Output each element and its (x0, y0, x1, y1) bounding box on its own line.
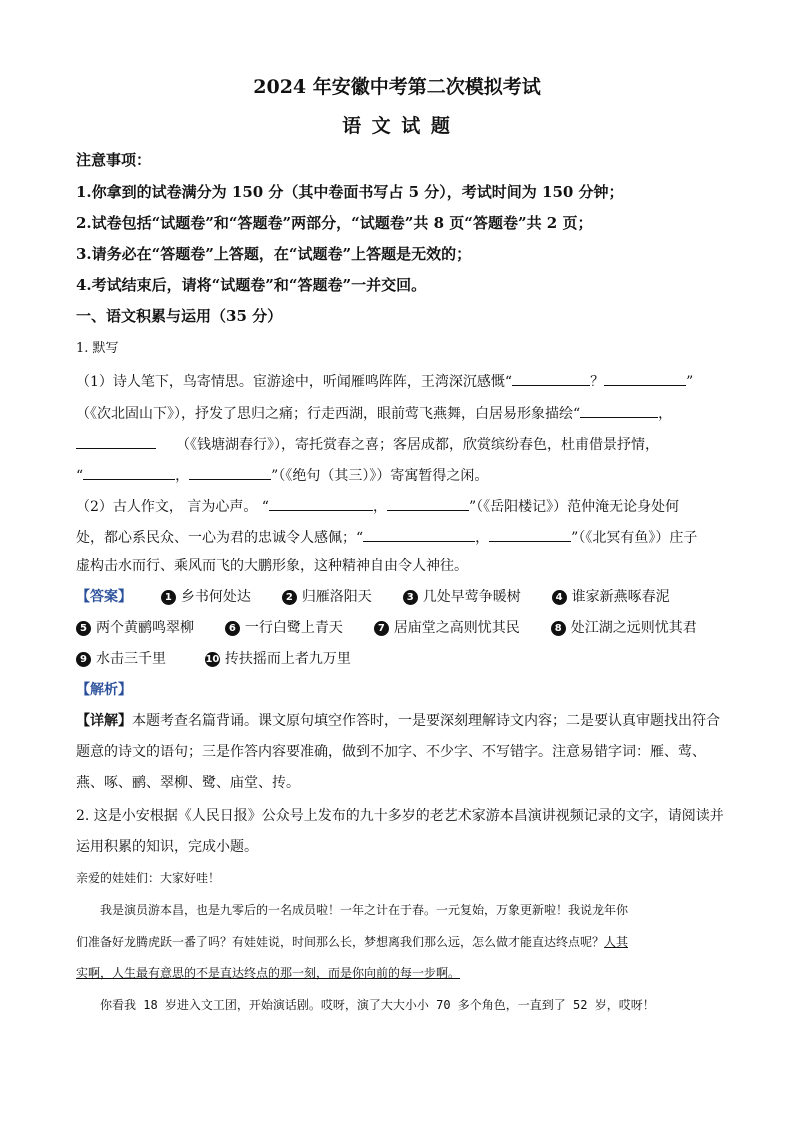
answer-row-2 (76, 618, 697, 638)
answer-number-badge: 7 (374, 621, 389, 636)
analysis-line-2: 题意的诗文的语句；三是作答内容要准确，做到不加字、不少字、不写错字。注意易错字词：雁、莺、 (76, 744, 706, 760)
section-heading: 一、语文积累与运用（35 分） (76, 307, 283, 325)
answer-number-badge: 5 (76, 621, 91, 636)
answer-text: 乡书何处达 (180, 589, 251, 605)
answer-row-3 (76, 649, 351, 669)
answer-row-1 (76, 587, 670, 607)
q1-text: （《次北固山下》），抒发了思归之痛；行走西湖，眼前莺飞燕舞，白居易形象描绘“ (76, 406, 581, 422)
speech-para2-line1: 你看我 18 岁进入文工团，开始演话剧。哎呀，演了大大小小 70 多个角色，一直到了 52 岁，哎呀！ (100, 998, 655, 1012)
notice-item-2: 2.试卷包括“试题卷”和“答题卷”两部分，“试题卷”共 8 页“答题卷”共 2 页； (76, 214, 593, 232)
q1-text: 处，都心系民众、一心为君的忠诚令人感佩；“ (76, 530, 364, 546)
q1-text: ， (658, 406, 673, 422)
question-2-line-1: 2. 这是小安根据《人民日报》公众号上发布的九十多岁的老艺术家游本昌演讲视频记录的文字，请阅读并 (76, 808, 724, 824)
answer-number-badge: 3 (403, 590, 418, 605)
q1-part2-line3: 虚构击水而行、乘风而飞的大鹏形象，这种精神自由令人神往。 (76, 558, 468, 574)
analysis-text: 本题考查名篇背诵。课文原句填空作答时，一是要深刻理解诗文内容；二是要认真审题找出符合 (132, 713, 720, 729)
answer-number-badge: 2 (282, 590, 297, 605)
answer-blank (489, 525, 571, 542)
answer-number-badge: 10 (205, 653, 220, 665)
q1-part2-line1 (76, 494, 679, 517)
answer-text: 几处早莺争暖树 (422, 589, 521, 605)
q1-text: ”（《岳阳楼记》）范仲淹无论身处何 (468, 499, 680, 515)
answer-blank (76, 432, 156, 449)
exam-title: 2024 年安徽中考第二次模拟考试 (253, 76, 541, 98)
q1-part1-line3 (76, 432, 659, 455)
speech-text: 们准备好龙腾虎跃一番了吗？有娃娃说，时间那么长，梦想离我们那么远，怎么做才能直达终点呢？ (76, 935, 605, 949)
q1-text: ”（《北冥有鱼》）庄子 (571, 530, 698, 546)
exam-subtitle: 语 文 试 题 (342, 115, 452, 137)
answer-blank (512, 369, 590, 386)
q1-text: （《钱塘湖春行》），寄托赏春之喜；客居成都，欣赏缤纷春色，杜甫借景抒情， (176, 437, 659, 453)
answer-text: 居庙堂之高则忧其民 (393, 620, 520, 636)
answer-number-badge: 8 (551, 621, 566, 636)
notice-item-1: 1.你拿到的试卷满分为 150 分（其中卷面书写占 5 分），考试时间为 150 分钟； (76, 183, 624, 201)
speech-underlined-text: 人其 (604, 935, 629, 949)
answer-blank (387, 494, 469, 511)
answer-number-badge: 9 (76, 652, 91, 667)
answer-text: 归雁洛阳天 (301, 589, 372, 605)
answer-text: 两个黄鹂鸣翠柳 (96, 620, 194, 636)
answer-blank (604, 369, 686, 386)
answer-blank (83, 463, 175, 480)
speech-greeting: 亲爱的娃娃们：大家好哇！ (76, 871, 221, 885)
notice-item-3: 3.请务必在“答题卷”上答题，在“试题卷”上答题是无效的； (76, 245, 472, 263)
analysis-line-3: 燕、啄、鹂、翠柳、鹭、庙堂、抟。 (76, 775, 300, 791)
q1-text: （1）诗人笔下，鸟寄情思。宦游途中，听闻雁鸣阵阵，王湾深沉感慨“ (76, 374, 513, 390)
answer-label: 【答案】 (76, 589, 132, 605)
answer-text: 谁家新燕啄春泥 (571, 589, 670, 605)
q1-part1-line2 (76, 401, 672, 424)
notice-heading: 注意事项： (76, 151, 152, 169)
notice-item-4: 4.考试结束后，请将“试题卷”和“答题卷”一并交回。 (76, 276, 427, 294)
answer-blank (363, 525, 475, 542)
answer-number-badge: 1 (161, 590, 176, 605)
answer-text: 水击三千里 (96, 651, 166, 667)
question-1-label: 1. 默写 (76, 341, 119, 356)
speech-para1-line1: 我是演员游本昌，也是九零后的一名成员啦！一年之计在于春。一元复始，万象更新啦！我说龙年你 (100, 903, 629, 917)
q1-text: ”（《绝句（其三）》）寄寓暂得之闲。 (271, 468, 489, 484)
answer-text: 处江湖之远则忧其君 (570, 620, 697, 636)
q1-text: ” (686, 374, 694, 390)
answer-blank (269, 494, 373, 511)
analysis-label: 【解析】 (76, 682, 132, 698)
q1-text: （2）古人作文， 言为心声。 “ (76, 499, 269, 515)
answer-blank (189, 463, 271, 480)
question-2-line-2: 运用积累的知识，完成小题。 (76, 839, 258, 855)
answer-number-badge: 6 (225, 621, 240, 636)
analysis-line-1 (76, 711, 720, 731)
speech-para1-line2 (76, 932, 628, 952)
answer-number-badge: 4 (552, 590, 567, 605)
q1-part1-line4 (76, 463, 488, 486)
q1-part1-line1 (76, 369, 693, 392)
q1-text: ？ (590, 374, 605, 390)
detail-label: 【详解】 (76, 713, 132, 729)
answer-text: 一行白鹭上青天 (244, 620, 343, 636)
q1-text: ， (475, 530, 490, 546)
speech-para1-line3: 实啊，人生最有意思的不是直达终点的那一刻，而是你向前的每一步啊。 (76, 966, 461, 980)
q1-text: “ (76, 468, 84, 484)
answer-blank (580, 401, 658, 418)
q1-text: ， (372, 499, 387, 515)
q1-part2-line2 (76, 525, 697, 548)
answer-text: 抟扶摇而上者九万里 (224, 651, 351, 667)
q1-text: ， (175, 468, 190, 484)
